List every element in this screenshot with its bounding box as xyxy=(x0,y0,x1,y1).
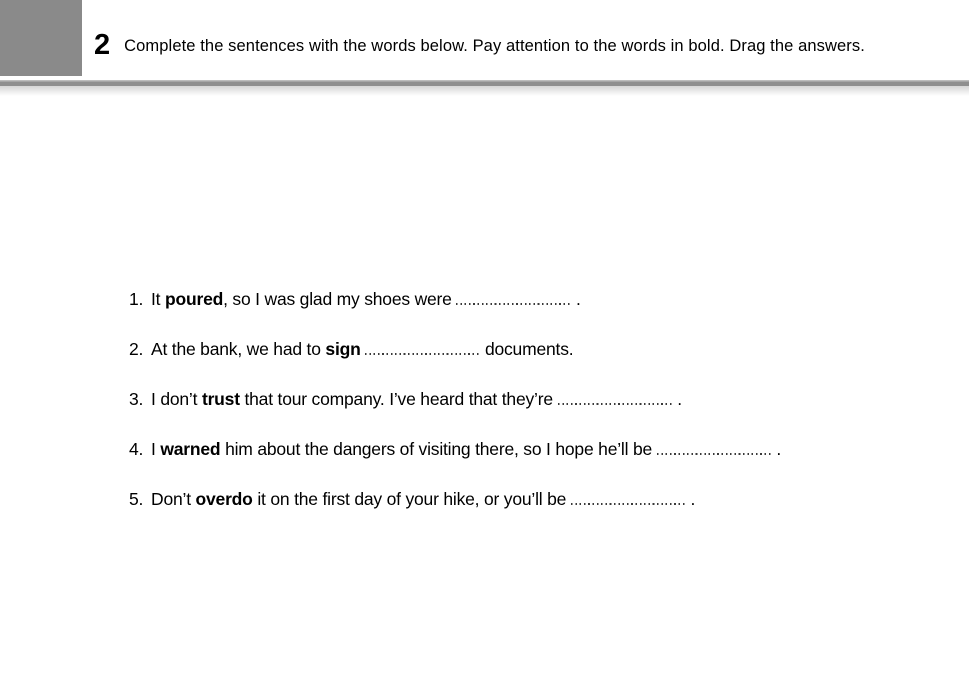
answer-blank-4[interactable] xyxy=(657,443,772,455)
exercise-instructions: Complete the sentences with the words below. Pay attention to the words in bold. Drag the answers. xyxy=(124,37,865,55)
sentence-item-3 xyxy=(129,374,949,424)
sentence-text-end: . xyxy=(771,439,782,459)
sentence-text-after: , so I was glad my shoes were xyxy=(223,289,457,309)
answer-blank-1[interactable] xyxy=(456,293,571,305)
sentence-item-1 xyxy=(129,274,949,324)
sentence-number: 2. xyxy=(129,339,144,359)
sentence-text-end: . xyxy=(571,289,581,309)
sentence-text-before: Don’t xyxy=(151,489,196,509)
sentence-number: 3. xyxy=(129,389,144,409)
sentence-number: 1. xyxy=(129,289,144,309)
sentence-text-before: It xyxy=(151,289,165,309)
sentence-text-after: that tour company. I’ve heard that they’re xyxy=(239,389,558,409)
sentence-text-after: it on the first day of your hike, or you’ll be xyxy=(252,489,571,509)
sentence-text-end: . xyxy=(685,489,696,509)
sentence-text-before: I xyxy=(151,439,161,459)
bold-word: overdo xyxy=(195,489,253,509)
sentence-item-4 xyxy=(129,424,949,474)
exercise-number: 2 xyxy=(94,29,111,61)
sentence-list xyxy=(129,274,949,524)
sentence-text-before: At the bank, we had to xyxy=(151,339,326,359)
sentence-text-before: I don’t xyxy=(151,389,202,409)
answer-blank-5[interactable] xyxy=(571,493,686,505)
sentence-item-5 xyxy=(129,474,949,524)
answer-blank-3[interactable] xyxy=(558,393,673,405)
exercise-header xyxy=(94,0,865,76)
bold-word: poured xyxy=(165,289,224,309)
bold-word: warned xyxy=(160,439,221,459)
sentence-number: 5. xyxy=(129,489,144,509)
bold-word: sign xyxy=(325,339,361,359)
corner-tab xyxy=(0,0,82,76)
sentence-text-after: him about the dangers of visiting there, so I hope he’ll be xyxy=(220,439,657,459)
header-divider xyxy=(0,80,969,86)
sentence-number: 4. xyxy=(129,439,144,459)
bold-word: trust xyxy=(201,389,240,409)
sentence-item-2 xyxy=(129,324,949,374)
sentence-text-end: . xyxy=(672,389,682,409)
sentence-text-end: documents. xyxy=(480,339,574,359)
answer-blank-2[interactable] xyxy=(365,343,480,355)
